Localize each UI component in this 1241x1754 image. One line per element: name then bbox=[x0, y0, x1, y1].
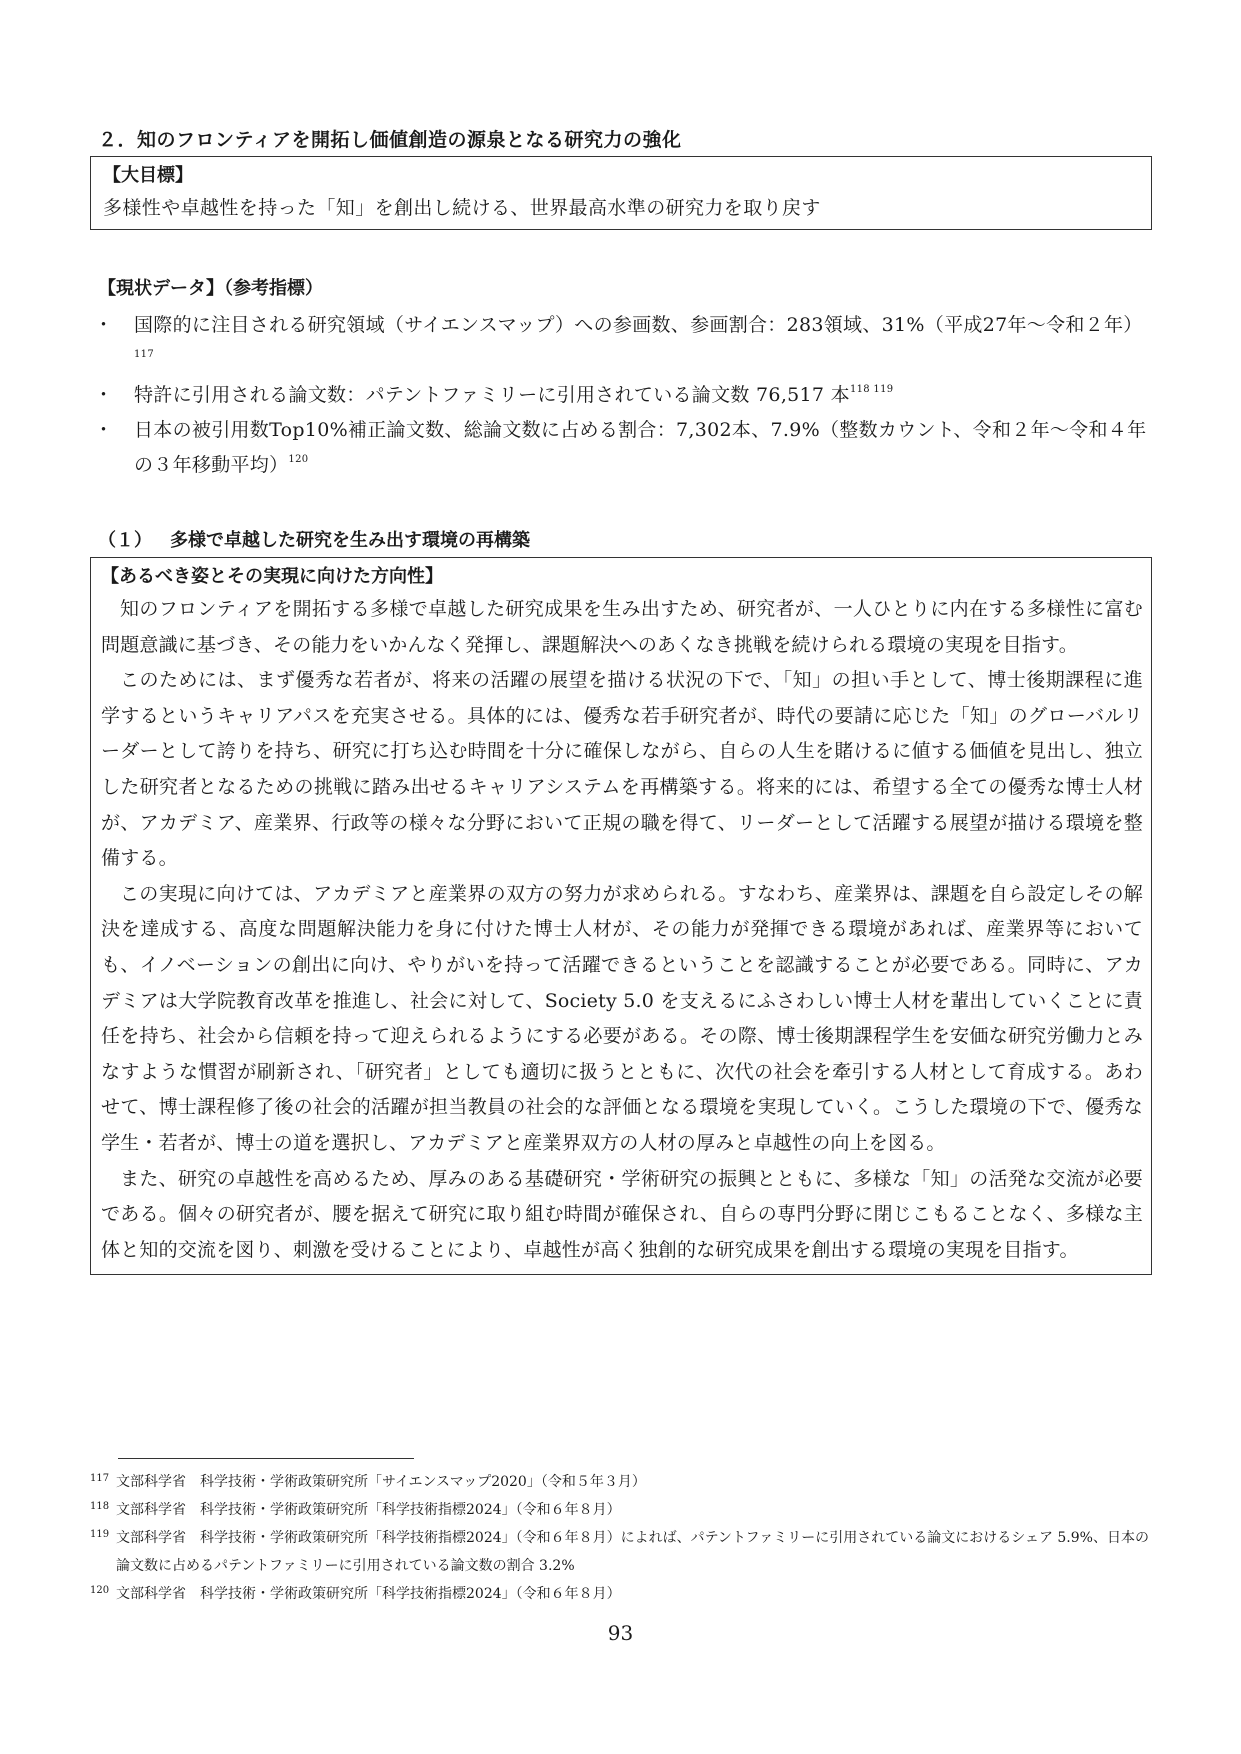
direction-box-title: 【あるべき姿とその実現に向けた方向性】 bbox=[101, 566, 443, 587]
subsection-number: （１） bbox=[98, 530, 152, 551]
list-item bbox=[90, 413, 1152, 483]
footnote-number: 119 bbox=[90, 1529, 110, 1540]
footnote-number: 118 bbox=[90, 1501, 110, 1512]
footnote-ref[interactable]: 117 bbox=[134, 349, 154, 360]
footnote-number: 117 bbox=[90, 1473, 110, 1484]
status-data-list bbox=[90, 308, 1152, 483]
footnotes bbox=[90, 1468, 1152, 1608]
document-page bbox=[90, 126, 1152, 1275]
goal-box-title: 【大目標】 bbox=[103, 165, 193, 186]
list-item-text: 特許に引用される論文数：パテントファミリーに引用されている論文数 76,517 本 bbox=[134, 384, 850, 406]
page-number: 93 bbox=[607, 1621, 634, 1645]
goal-box bbox=[90, 156, 1152, 230]
bullet-mark: ・ bbox=[94, 384, 114, 406]
footnote-text: 文部科学省 科学技術・学術政策研究所「科学技術指標2024」（令和６年８月） bbox=[116, 1586, 621, 1602]
bullet-mark: ・ bbox=[94, 314, 114, 336]
list-item bbox=[90, 378, 1152, 413]
footnote bbox=[90, 1468, 1152, 1496]
goal-box-text: 多様性や卓越性を持った「知」を創出し続ける、世界最高水準の研究力を取り戻す bbox=[103, 197, 821, 219]
list-item bbox=[90, 308, 1152, 378]
footnote-divider bbox=[118, 1458, 414, 1459]
subsection-heading bbox=[90, 527, 1152, 555]
status-data-heading: 【現状データ】（参考指標） bbox=[98, 278, 323, 299]
footnote-number: 120 bbox=[90, 1585, 110, 1596]
subsection-title: 多様で卓越した研究を生み出す環境の再構築 bbox=[170, 530, 530, 551]
bullet-mark: ・ bbox=[94, 419, 114, 441]
direction-paragraph: 知のフロンティアを開拓する多様で卓越した研究成果を生み出すため、研究者が、一人ひとりに内在する多様性に富む問題意識に基づき、その能力をいかんなく発揮し、課題解決へのあくなき挑戦を続けられる環境の実現を目指す。 bbox=[101, 598, 1143, 656]
direction-paragraph: このためには、まず優秀な若者が、将来の活躍の展望を描ける状況の下で、「知」の担い手として、博士後期課程に進学するというキャリアパスを充実させる。具体的には、優秀な若手研究者が、時代の要請に応じた「知」のグローバルリーダーとして誇りを持ち、研究に打ち込む時間を十分に確保しながら、自らの人生を賭けるに値する価値を見出し、独立した研究者となるための挑戦に踏み出せるキャリアシステムを再構築する。将来的には、希望する全ての優秀な博士人材が、アカデミア、産業界、行政等の様々な分野において正規の職を得て、リーダーとして活躍する展望が描ける環境を整備する。 bbox=[101, 669, 1143, 870]
direction-box bbox=[90, 557, 1152, 1275]
footnote bbox=[90, 1524, 1152, 1580]
footnote-text: 文部科学省 科学技術・学術政策研究所「科学技術指標2024」（令和６年８月）によれば、パテントファミリーに引用されている論文におけるシェア 5.9%、日本の論文数に占めるパテントファミリーに引用されている論文数の割合 3.2% bbox=[116, 1530, 1149, 1574]
footnote bbox=[90, 1496, 1152, 1524]
footnote-text: 文部科学省 科学技術・学術政策研究所「科学技術指標2024」（令和６年８月） bbox=[116, 1502, 621, 1518]
direction-paragraph: また、研究の卓越性を高めるため、厚みのある基礎研究・学術研究の振興とともに、多様な「知」の活発な交流が必要である。個々の研究者が、腰を据えて研究に取り組む時間が確保され、自らの専門分野に閉じこもることなく、多様な主体と知的交流を図り、刺激を受けることにより、卓越性が高く独創的な研究成果を創出する環境の実現を目指す。 bbox=[101, 1167, 1143, 1261]
list-item-text: 日本の被引用数Top10%補正論文数、総論文数に占める割合：7,302本、7.9%（整数カウント、令和２年～令和４年の３年移動平均） bbox=[134, 419, 1147, 476]
direction-paragraph: この実現に向けては、アカデミアと産業界の双方の努力が求められる。すなわち、産業界は、課題を自ら設定しその解決を達成する、高度な問題解決能力を身に付けた博士人材が、その能力が発揮できる環境があれば、産業界等においても、イノベーションの創出に向け、やりがいを持って活躍できるということを認識することが必要である。同時に、アカデミアは大学院教育改革を推進し、社会に対して、Society 5.0 を支えるにふさわしい博士人材を輩出していくことに責任を持ち、社会から信頼を持って迎えられるようにする必要がある。その際、博士後期課程学生を安価な研究労働力とみなすような慣習が刷新され、「研究者」としても適切に扱うとともに、次代の社会を牽引する人材として育成する。あわせて、博士課程修了後の社会的活躍が担当教員の社会的な評価となる環境を実現していく。こうした環境の下で、優秀な学生・若者が、博士の道を選択し、アカデミアと産業界双方の人材の厚みと卓越性の向上を図る。 bbox=[101, 882, 1143, 1154]
footnote-text: 文部科学省 科学技術・学術政策研究所「サイエンスマップ2020」（令和５年３月） bbox=[116, 1474, 646, 1490]
footnote-ref[interactable]: 120 bbox=[288, 454, 309, 465]
list-item-text: 国際的に注目される研究領域（サイエンスマップ）への参画数、参画割合：283領域、31%（平成27年～令和２年） bbox=[134, 314, 1143, 336]
footnote bbox=[90, 1580, 1152, 1608]
footnote-ref[interactable]: 118 119 bbox=[849, 384, 894, 395]
section-heading: ２．知のフロンティアを開拓し価値創造の源泉となる研究力の強化 bbox=[98, 129, 682, 151]
